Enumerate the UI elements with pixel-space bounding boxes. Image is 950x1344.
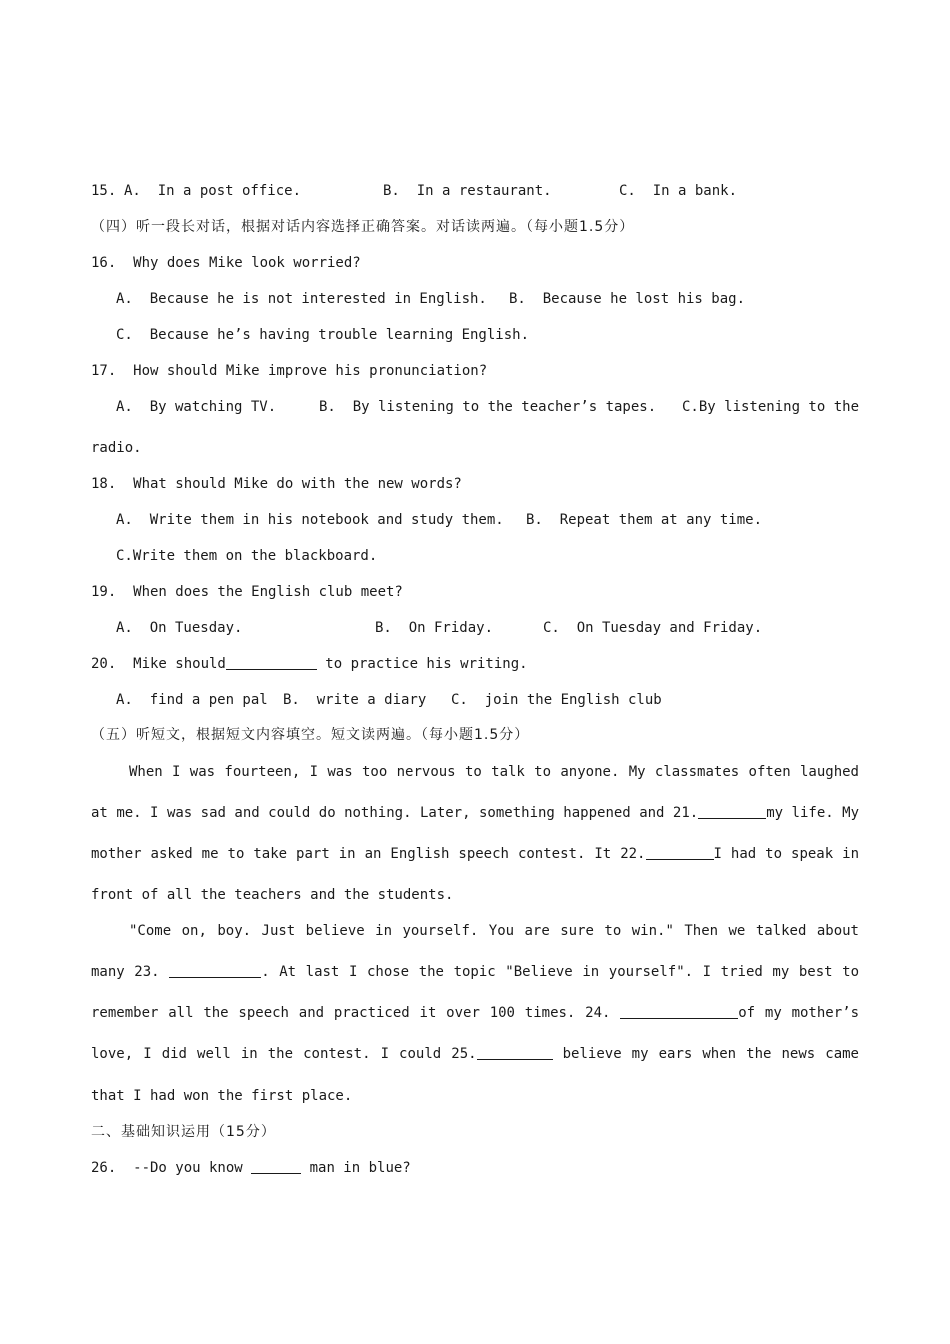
q20-stem-end: to practice his writing. <box>316 656 528 672</box>
q15-option-c: C. In a bank. <box>619 183 738 199</box>
q15-option-a: A. In a post office. <box>124 183 302 199</box>
blank-24 <box>620 1004 738 1019</box>
q20-option-c: C. join the English club <box>451 692 662 708</box>
q18-option-a: A. Write them in his notebook and study them. <box>116 512 504 528</box>
q20-option-b: B. write a diary <box>283 692 427 708</box>
section-5-heading: （五）听短文，根据短文内容填空。短文读两遍。（每小题1.5分） <box>91 727 530 743</box>
q17-option-b: B. By listening to the teacher’s tapes. <box>319 399 657 415</box>
passage-p2-line-2 <box>91 963 859 981</box>
passage-p1-line-1: When I was fourteen, I was too nervous to talk to anyone. My classmates often laughed <box>129 764 859 780</box>
q18-option-c: C.Write them on the blackboard. <box>116 548 378 564</box>
blank-22 <box>646 845 714 860</box>
blank-21 <box>698 804 766 819</box>
q19-option-c: C. On Tuesday and Friday. <box>543 620 763 636</box>
passage-p1-line-4: front of all the teachers and the students. <box>91 887 454 903</box>
q18-stem: 18. What should Mike do with the new words? <box>91 476 462 492</box>
q19-stem: 19. When does the English club meet? <box>91 584 403 600</box>
q26-stem-start: 26. --Do you know <box>91 1160 252 1176</box>
q17-option-c-continued: radio. <box>91 440 142 456</box>
passage-p2-line-3 <box>91 1004 859 1022</box>
q26-stem-end: man in blue? <box>301 1160 411 1176</box>
passage-p1-line-3-start: mother asked me to take part in an English speech contest. It 22. <box>91 846 646 862</box>
q20-stem <box>91 655 528 673</box>
blank-25 <box>477 1045 553 1060</box>
passage-p2-line-3-end: of my mother’s <box>738 1005 859 1021</box>
q18-option-b: B. Repeat them at any time. <box>526 512 763 528</box>
q16-option-b: B. Because he lost his bag. <box>509 291 746 307</box>
q20-stem-start: 20. Mike should <box>91 656 226 672</box>
q19-option-b: B. On Friday. <box>375 620 494 636</box>
q17-option-a: A. By watching TV. <box>116 399 277 415</box>
passage-p1-line-3 <box>91 845 859 863</box>
passage-p2-line-4-end: believe my ears when the news came <box>552 1046 859 1062</box>
q15-option-b: B. In a restaurant. <box>383 183 552 199</box>
passage-p1-line-2-start: at me. I was sad and could do nothing. Later, something happened and 21. <box>91 805 699 821</box>
passage-p2-line-1: "Come on, boy. Just believe in yourself. You are sure to win." Then we talked about <box>129 923 859 939</box>
q20-answer-blank <box>226 655 317 670</box>
passage-p2-line-4 <box>91 1045 859 1063</box>
q17-option-c: C.By listening to the <box>682 399 860 415</box>
passage-p1-line-2 <box>91 804 859 822</box>
blank-23 <box>169 963 261 978</box>
q16-option-a: A. Because he is not interested in English. <box>116 291 487 307</box>
q19-option-a: A. On Tuesday. <box>116 620 243 636</box>
passage-p2-line-2-end: . At last I chose the topic "Believe in yourself". I tried my best to <box>261 964 859 980</box>
passage-p1-line-3-end: I had to speak in <box>713 846 859 862</box>
passage-p2-line-3-start: remember all the speech and practiced it over 100 times. 24. <box>91 1005 621 1021</box>
passage-p2-line-5: that I had won the first place. <box>91 1088 353 1104</box>
passage-p2-line-4-start: love, I did well in the contest. I could 25. <box>91 1046 477 1062</box>
q20-option-a: A. find a pen pal <box>116 692 268 708</box>
q16-option-c: C. Because he’s having trouble learning English. <box>116 327 530 343</box>
passage-p2-line-2-start: many 23. <box>91 964 170 980</box>
passage-p1-line-2-end: my life. My <box>766 805 860 821</box>
section-4-heading: （四）听一段长对话，根据对话内容选择正确答案。对话读两遍。（每小题1.5分） <box>91 219 635 235</box>
q26-stem <box>91 1159 411 1177</box>
part-2-heading: 二、基础知识运用（15分） <box>91 1124 276 1140</box>
q16-stem: 16. Why does Mike look worried? <box>91 255 361 271</box>
q15-number: 15. <box>91 183 117 199</box>
q17-stem: 17. How should Mike improve his pronunciation? <box>91 363 488 379</box>
q26-answer-blank <box>251 1159 301 1174</box>
